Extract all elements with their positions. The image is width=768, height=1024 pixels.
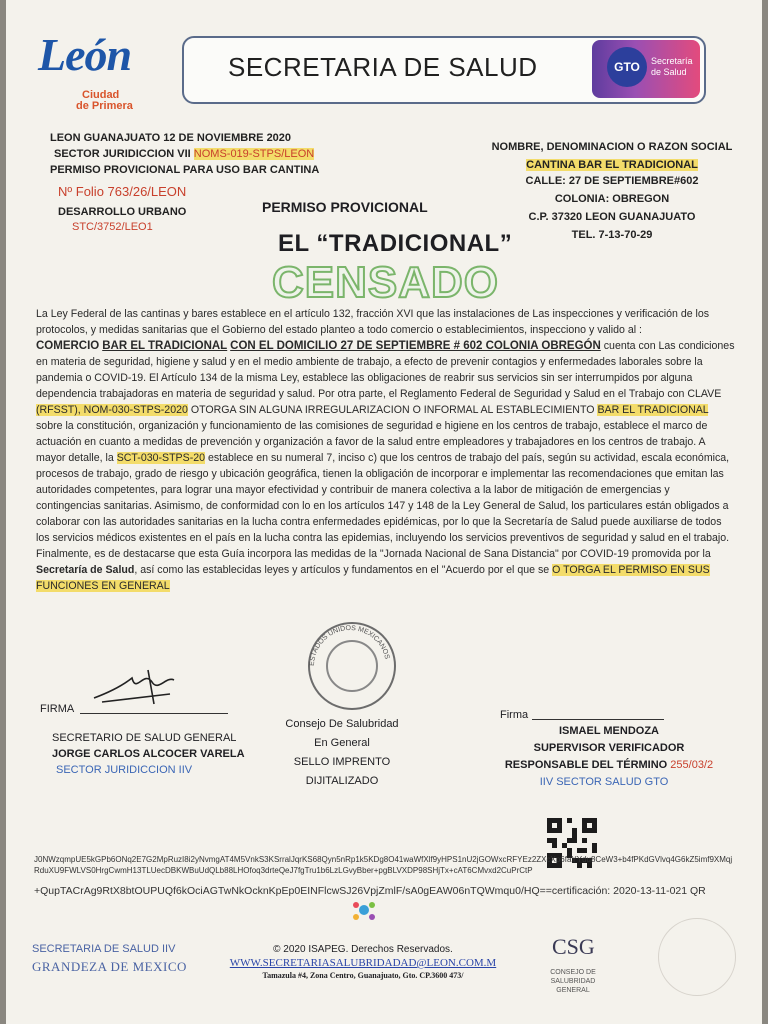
consejo-label: Consejo De Salubridad (285, 718, 399, 730)
svg-text:ESTADOS UNIDOS MEXICANOS: ESTADOS UNIDOS MEXICANOS (308, 624, 391, 667)
flower-emblem-icon (344, 893, 384, 927)
signature-scribble-icon (92, 664, 182, 708)
secretaria-salud: Secretaría de Salud (36, 564, 135, 576)
right-signature-line (532, 719, 664, 720)
business-name: CANTINA BAR EL TRADICIONAL (526, 159, 698, 171)
leon-logo-tagline: Ciudad de Primera (76, 89, 133, 112)
date-line: LEON GUANAJUATO 12 DE NOVIEMBRE 2020 (50, 132, 292, 144)
footer-url[interactable]: WWW.SECRETARIASALUBRIDADAD@LEON.COM.M (229, 957, 497, 969)
sct-code: SCT-030-STPS-20 (116, 452, 206, 464)
faded-round-stamp-icon (658, 918, 736, 996)
sector-line: SECTOR JURIDICCION VII NOMS-019-STPS/LEON (54, 148, 315, 160)
comercio-label: COMERCIO (36, 340, 100, 352)
business-colonia: COLONIA: OBREGON (554, 193, 670, 205)
csg-subtitle: CONSEJO DE SALUBRIDAD GENERAL (550, 969, 596, 994)
dept-label: DESARROLLO URBANO (58, 206, 187, 218)
right-signer-sector: IIV SECTOR SALUD GTO (539, 776, 669, 788)
permit-document (6, 0, 762, 1024)
footer-center (218, 944, 508, 982)
business-street: CALLE: 27 DE SEPTIEMBRE#602 (525, 175, 699, 187)
permit-type-line: PERMISO PROVICIONAL PARA USO BAR CANTINA (50, 164, 320, 176)
permit-body-text: La Ley Federal de las cantinas y bares establece en el artículo 132, fracción XVI que las instalaciones de Las inspecciones y verificación de los protocolos, y medidas sanitarias que el Gobierno del estado planteo a todo comercio o establecimientos, inspecciono y valido al : COMERCIO BAR EL TRADICIONAL CON EL DOMICILIO 27 DE SEPTIEMBRE # 602 COLONIA OBREGÓN cuenta con Las condiciones en materia de seguridad, higiene y salud y en el medio ambiente de trabajo, a efecto de prevenir contagios y enfermedades laborales sobre la pandemia o COVID-19. El Artículo 134 de la misma Ley, establece las obligaciones de reabrir sus servicios sin ser interrumpidos por alguna dependencia trabajadoras en materia de seguridad y salud. Por otra parte, el Reglamento Federal de Seguridad y Salud en el Trabajo con CLAVE (RFSST), NOM-030-STPS-2020 OTORGA SIN ALGUNA IRREGULARIZACION O INFORMAL AL ESTABLECIMIENTO BAR EL TRADICIONAL sobre la constitución, organización y funcionamiento de las comisiones de seguridad e higiene en los centros de trabajo, establece el marco de actuación en cuanto a medidas de prevención y organización a favor de la salud entre empleadores y trabajadores en los centros de trabajo. A mayor detalle, la SCT-030-STPS-20 establece en su numeral 7, inciso c) que los centros de trabajo del país, según su actividad, escala económica, procesos de trabajo, grado de riesgo y ubicación geográfica, tienen la obligación de incorporar e implementar las recomendaciones que emitan las autoridades competentes, para lograr una mayor efectividad y contribuir de manera colectiva a la labor de mitigación de emergencias y contingencias sanitarias. Asimismo, de conformidad con lo en los artículos 147 y 148 de la Ley General de Salud, los particulares están obligados a colaborar con las autoridades sanitarias en la lucha contra enfermedades epidémicas, por lo que la Secretaría de Salud puede auxiliarse de todos los servicios médicos existentes en el país en la lucha contra las epidemias, incluyendo los servicios preventivos de seguridad y salud en el trabajo. Finalmente, es de destacarse que esta Guía incorpora las medidas de la "Jornada Nacional de Sana Distancia" por COVID-19 promovida por la Secretaría de Salud, así como las establecidas leyes y artículos y fundamentos en el "Acuerdo por el que se O TORGA EL PERMISO EN SUS FUNCIONES EN GENERAL (36, 308, 735, 592)
left-signer-sector: SECTOR JURIDICCION IIV (56, 764, 193, 776)
footer-secretaria: SECRETARIA DE SALUD IIV (32, 943, 176, 955)
establecimiento-name: BAR EL TRADICIONAL (597, 404, 709, 416)
center-stamp-block (264, 715, 420, 791)
noms-code: NOMS-019-STPS/LEON (193, 148, 315, 160)
business-tel: TEL. 7-13-70-29 (571, 229, 653, 241)
stc-code: STC/3752/LEO1 (72, 221, 153, 233)
banner-title: SECRETARIA DE SALUD (228, 52, 538, 82)
right-header-block (482, 139, 742, 243)
leon-logo: León (38, 29, 132, 80)
csg-logo: CSG (552, 934, 595, 959)
right-signer-name: ISMAEL MENDOZA (558, 725, 660, 737)
left-signer-role: SECRETARIO DE SALUD GENERAL (52, 732, 237, 744)
sello-label: SELLO IMPRENTO DIJITALIZADO (293, 756, 391, 787)
certificate-hash: J0NWzqmpUE5kGPb6ONq2E7G2MpRuzI8i2yNvmgAT4M5VnkS3KSrralJqrKS68Qyn5nRp1k5KDg8O41waWfXlf9yHPS1nU2jGOWxcRFYEz2ZXcXp6faYYdu8CeW3+b4fPKdGVlvq4G6kZ5imf9XMqjRduXU9FWLVS0HrgCwmH13TLUecDBKWBuUdQLb88LHOfoq3drteQeJ7fgTru1b6LzLGvyBber+pgBLVXDP98SHjTx+cAT6CMvxd2CuPrCtP (34, 855, 733, 875)
business-cp: C.P. 37320 LEON GUANAJUATO (528, 211, 696, 223)
right-signer-role: SUPERVISOR VERIFICADOR (533, 742, 685, 754)
right-firma-label: Firma (500, 709, 529, 721)
permit-title: PERMISO PROVICIONAL (262, 199, 428, 215)
gto-badge: GTO (607, 47, 647, 87)
responsable-code: 255/03/2 (670, 759, 714, 771)
footer-grandeza: GRANDEZA DE MEXICO (32, 959, 187, 974)
left-signature-line (80, 713, 228, 714)
responsable-label: RESPONSABLE DEL TÉRMINO (504, 759, 668, 771)
business-title: EL “TRADICIONAL” (278, 230, 513, 257)
folio-number: Nº Folio 763/26/LEON (58, 184, 187, 199)
en-general-label: En General (314, 737, 370, 749)
comercio-value: BAR EL TRADICIONAL (102, 340, 228, 352)
certificate-hash-2: +QupTACrAg9RtX8btOUPUQf6kOciAGTwNkOcknKpEp0EINFlcwSJ26VpjZmlF/sA0gEAW06nTQWmqu0/HQ==certificación: 2020-13-11-021 QR (34, 885, 706, 897)
footer-address: Tamazula #4, Zona Centro, Guanajuato, Gto. CP.3600 473/ (262, 971, 464, 980)
footer-copyright: © 2020 ISAPEG. Derechos Reservados. (273, 944, 453, 955)
left-header-block (50, 130, 390, 178)
left-firma-label: FIRMA (40, 703, 75, 715)
left-signature-block (52, 730, 292, 778)
clave-code: (RFSST), NOM-030-STPS-2020 (36, 404, 188, 416)
gto-secretaria-label: Secretaría de Salud (651, 56, 693, 77)
domicilio: CON EL DOMICILIO 27 DE SEPTIEMBRE # 602 COLONIA OBREGÓN (230, 340, 601, 352)
business-name-label: NOMBRE, DENOMINACION O RAZON SOCIAL (491, 141, 733, 153)
censado-stamp: CENSADO (272, 258, 500, 307)
footer-left (32, 940, 187, 976)
otorga-permiso: O TORGA EL PERMISO EN SUS FUNCIONES EN GENERAL (36, 564, 710, 592)
left-signer-name: JORGE CARLOS ALCOCER VARELA (52, 748, 245, 760)
seal-ring-text (302, 616, 398, 712)
right-signature-block (494, 723, 724, 791)
